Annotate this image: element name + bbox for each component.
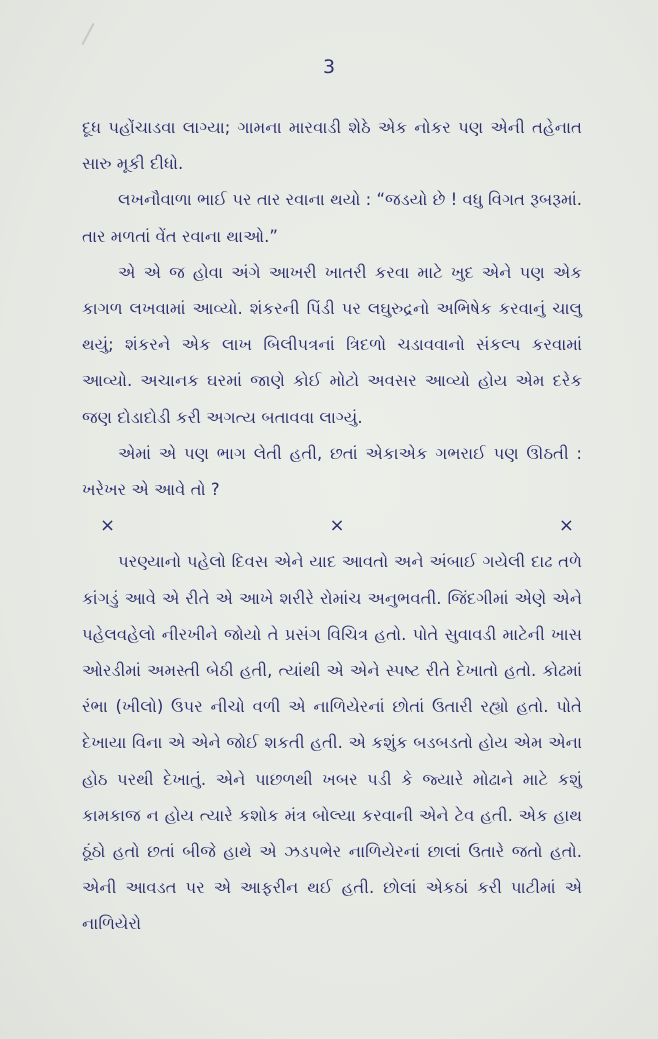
paragraph-5: પરણ્યાનો પહેલો દિવસ એને યાદ આવતો અને અંબાઈ ગયેલી દાઢ તળે કાંગડું આવે એ રીતે એ આખે શરીરે રોમાંચ અનુભવતી. જિંદગીમાં એણે એને પહેલવહેલો નીરખીને જોયો તે પ્રસંગ વિચિત્ર હતો. પોતે સુવાવડી માટેની ખાસ ઓરડીમાં અમસ્તી બેઠી હતી, ત્યાંથી એ એને સ્પષ્ટ રીતે દેખાતો હતો. કોઢમાં રંભા (ખીલો) ઉપર નીચો વળી એ નાળિયેરનાં છોતાં ઉતારી રહ્યો હતો. પોતે દેખાયા વિના એ એને જોઈ શકતી હતી. એ કશુંક બડબડતો હોય એમ એના હોઠ પરથી દેખાતું. એને પાછળથી ખબર પડી કે જ્યારે મોઢાને માટે કશું કામકાજ ન હોય ત્યારે કશોક મંત્ર બોલ્યા કરવાની એને ટેવ હતી. એક હાથ ઠૂંઠો હતો છતાં બીજે હાથે એ ઝડપભેર નાળિયેરનાં છાલાં ઉતારે જતો હતો. એની આવડત પર એ આફરીન થઈ હતી. છોલાં એકઠાં કરી પાટીમાં એ નાળિયેરો	[82, 552, 582, 934]
text-body	[82, 110, 582, 943]
separator-mark: ×	[100, 515, 116, 537]
separator-mark: ×	[558, 515, 574, 537]
separator-mark: ×	[329, 515, 345, 537]
pencil-mark	[81, 23, 94, 45]
paragraph-4: એમાં એ પણ ભાગ લેતી હતી, છતાં એકાએક ગભરાઈ પણ ઊઠતી : ખરેખર એ આવે તો ?	[82, 443, 582, 500]
page-number: 3	[322, 56, 336, 78]
paragraph-3: એ એ જ હોવા અંગે આખરી ખાતરી કરવા માટે ખુદ એને પણ એક કાગળ લખવામાં આવ્યો. શંકરની પિંડી પર લઘુરુદ્રનો અભિષેક કરવાનું ચાલુ થયું; શંકરને એક લાખ બિલીપત્રનાં ત્રિદળો ચડાવવાનો સંકલ્પ કરવામાં આવ્યો. અચાનક ઘરમાં જાણે કોઈ મોટો અવસર આવ્યો હોય એમ દરેક જણ દોડાદોડી કરી અગત્ય બતાવવા લાગ્યું.	[82, 262, 582, 427]
paragraph-1: દૂધ પહોંચાડવા લાગ્યા; ગામના મારવાડી શેઠે એક નોકર પણ એની તહેનાત સારુ મૂકી દીધો.	[82, 118, 582, 174]
paragraph-2: લખનૌવાળા ભાઈ પર તાર રવાના થયો : “જડયો છે ! વધુ વિગત રૂબરૂમાં. તાર મળતાં વેંત રવાના થાઓ.”	[82, 190, 582, 246]
section-separator	[82, 508, 582, 544]
